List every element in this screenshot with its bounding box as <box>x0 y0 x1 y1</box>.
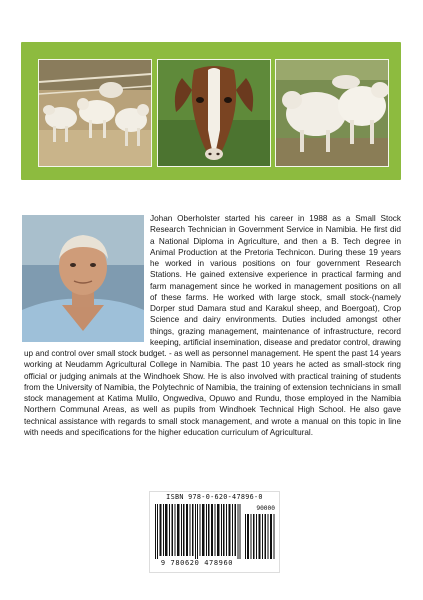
addon-barcode-bars <box>245 514 275 559</box>
isbn-label: ISBN 978-0-620-47896-0 <box>166 493 263 501</box>
goat-photo <box>157 59 271 167</box>
price-code: 90000 <box>256 505 275 512</box>
barcode-number: 9 780620 478960 <box>160 559 234 567</box>
photo-band <box>21 42 401 180</box>
portrait-spacer <box>24 213 150 343</box>
isbn-barcode <box>149 491 280 573</box>
author-biography <box>24 213 401 438</box>
barcode-bars <box>155 504 241 559</box>
lambs-photo <box>38 59 152 167</box>
sheep-photo <box>275 59 389 167</box>
biography-text: Johan Oberholster started his career in 1988 as a Small Stock Research Technician in Government Service in Namibia. He first did a National Diploma in Agriculture, and then a B. Tech degree in Animal Production at the Pretoria Technicon. During these 19 years he worked in various positions on four government Research Stations. He gained extensive experience in practical farming and farm management since he worked in management positions on all of these farms. He worked with large stock, small stock-(namely Dorper stud Damara stud and Karakul sheep, and Boergoat), Crop Science and dairy environments. Duties included amongst other things, grazing management, maintenance of infrastructure, record keeping, artificial insemination, disease and predator control, drawing up and control over small stock budget. - as well as personnel management. He spent the past 14 years working at Neudamm Agricultural College in Namibia. The past 10 years he acted as small-stock ring official or judging animals at the Windhoek Show. He is also involved with practical training of students from the University of Namibia, the Polytechnic of Namibia, the training of extension technicians in small stock management at Katima Mulilo, Ongwediva, Opuwo and Rundu, those employed in the Namibia Northern Communal Areas, as well as pupils from Windhoek Technical High School. He also gave technical assistance with regards to small stock management, and wrote a manual on this topic in line with needs and specifications for the higher education curriculum of Agricultural. <box>24 214 401 437</box>
